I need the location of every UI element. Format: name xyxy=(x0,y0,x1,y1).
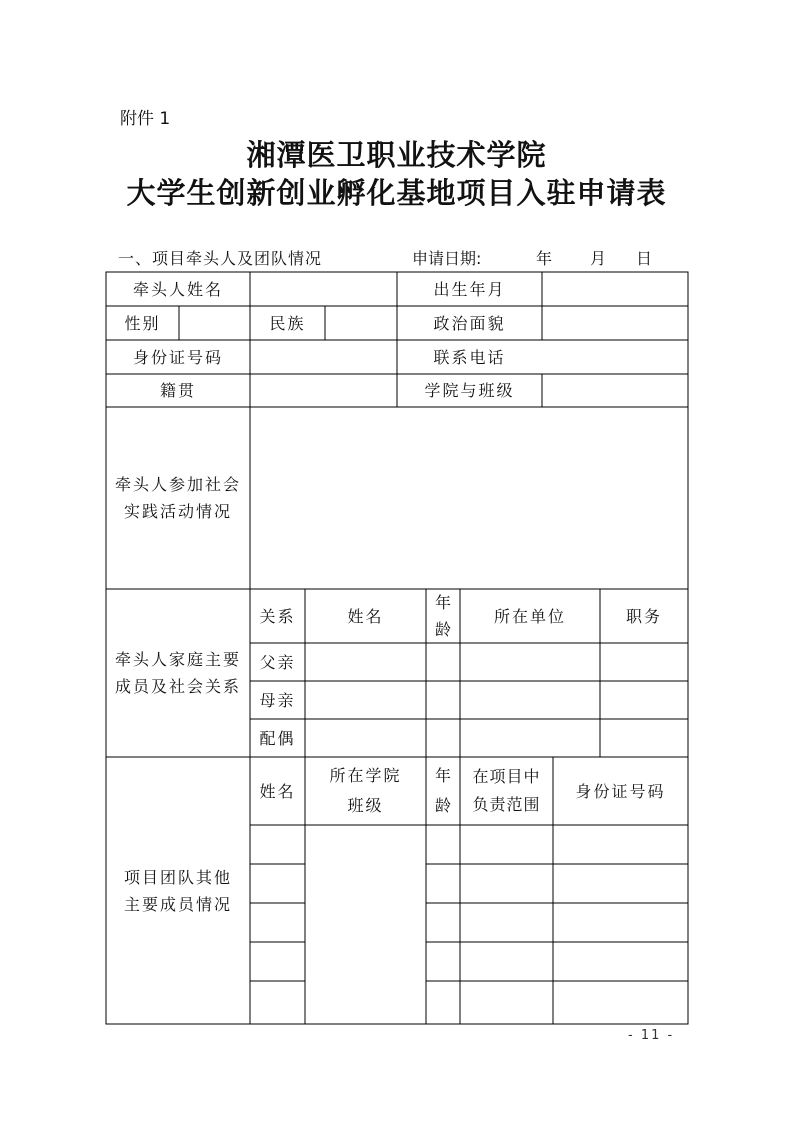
gender-field[interactable] xyxy=(179,306,250,340)
date-label: 申请日期: xyxy=(412,249,482,268)
family-col-name: 姓名 xyxy=(347,606,384,626)
family-row-mother: 母亲 xyxy=(259,690,296,710)
political-status-field[interactable] xyxy=(542,306,688,340)
ethnicity-field[interactable] xyxy=(325,306,397,340)
political-status-label: 政治面貌 xyxy=(433,313,506,333)
family-col-age-line1: 年 xyxy=(434,593,451,612)
ethnicity-label: 民族 xyxy=(269,313,306,333)
birth-date-label: 出生年月 xyxy=(433,279,506,299)
id-number-field[interactable] xyxy=(250,340,397,374)
family-label-line2: 成员及社会关系 xyxy=(114,677,241,696)
team-col-college-line1: 所在学院 xyxy=(329,766,402,785)
birth-date-field[interactable] xyxy=(542,272,688,306)
team-col-college-line2: 班级 xyxy=(347,796,384,815)
team-col-age-line1: 年 xyxy=(434,766,451,785)
team-col-id: 身份证号码 xyxy=(575,781,666,801)
social-practice-label xyxy=(106,407,250,589)
native-place-field[interactable] xyxy=(250,374,397,407)
social-practice-label-line1: 牵头人参加社会 xyxy=(114,475,241,494)
id-number-label: 身份证号码 xyxy=(132,347,223,367)
team-col-role-line1: 在项目中 xyxy=(472,767,541,786)
team-col-role xyxy=(460,757,553,825)
leader-name-field[interactable] xyxy=(250,272,397,306)
date-month: 月 xyxy=(590,249,607,268)
attachment-label: 附件 1 xyxy=(120,109,171,129)
leader-name-label: 牵头人姓名 xyxy=(132,279,223,299)
team-col-name: 姓名 xyxy=(259,781,296,801)
team-label-line1: 项目团队其他 xyxy=(123,867,232,887)
family-section-label xyxy=(106,589,250,757)
team-col-role-line2: 负责范围 xyxy=(472,795,541,814)
family-row-spouse: 配偶 xyxy=(259,728,296,748)
family-col-unit: 所在单位 xyxy=(493,606,566,626)
phone-field[interactable] xyxy=(542,340,688,374)
team-col-age-line2: 龄 xyxy=(434,796,451,815)
family-col-position: 职务 xyxy=(625,606,662,626)
team-col-college xyxy=(305,757,426,825)
college-class-label: 学院与班级 xyxy=(424,381,515,400)
native-place-label: 籍贯 xyxy=(159,381,196,400)
team-label-line2: 主要成员情况 xyxy=(123,894,232,914)
family-label-line1: 牵头人家庭主要 xyxy=(114,650,241,669)
social-practice-field[interactable] xyxy=(250,407,688,589)
page-title: 湘潭医卫职业技术学院 xyxy=(246,138,547,172)
family-row-father: 父亲 xyxy=(259,652,296,672)
gender-label: 性别 xyxy=(124,313,161,333)
section-heading: 一、项目牵头人及团队情况 xyxy=(118,249,323,268)
phone-label: 联系电话 xyxy=(433,347,506,367)
date-day: 日 xyxy=(636,249,653,268)
family-col-age xyxy=(426,589,460,643)
family-col-age-line2: 龄 xyxy=(434,620,451,639)
family-col-relation: 关系 xyxy=(259,606,296,626)
date-year: 年 xyxy=(536,249,553,268)
social-practice-label-line2: 实践活动情况 xyxy=(123,502,232,521)
college-class-field[interactable] xyxy=(542,374,688,407)
team-section-label xyxy=(106,757,250,1024)
page-number: - 11 - xyxy=(628,1028,675,1043)
team-col-age xyxy=(426,757,460,825)
page-subtitle: 大学生创新创业孵化基地项目入驻申请表 xyxy=(126,176,667,210)
